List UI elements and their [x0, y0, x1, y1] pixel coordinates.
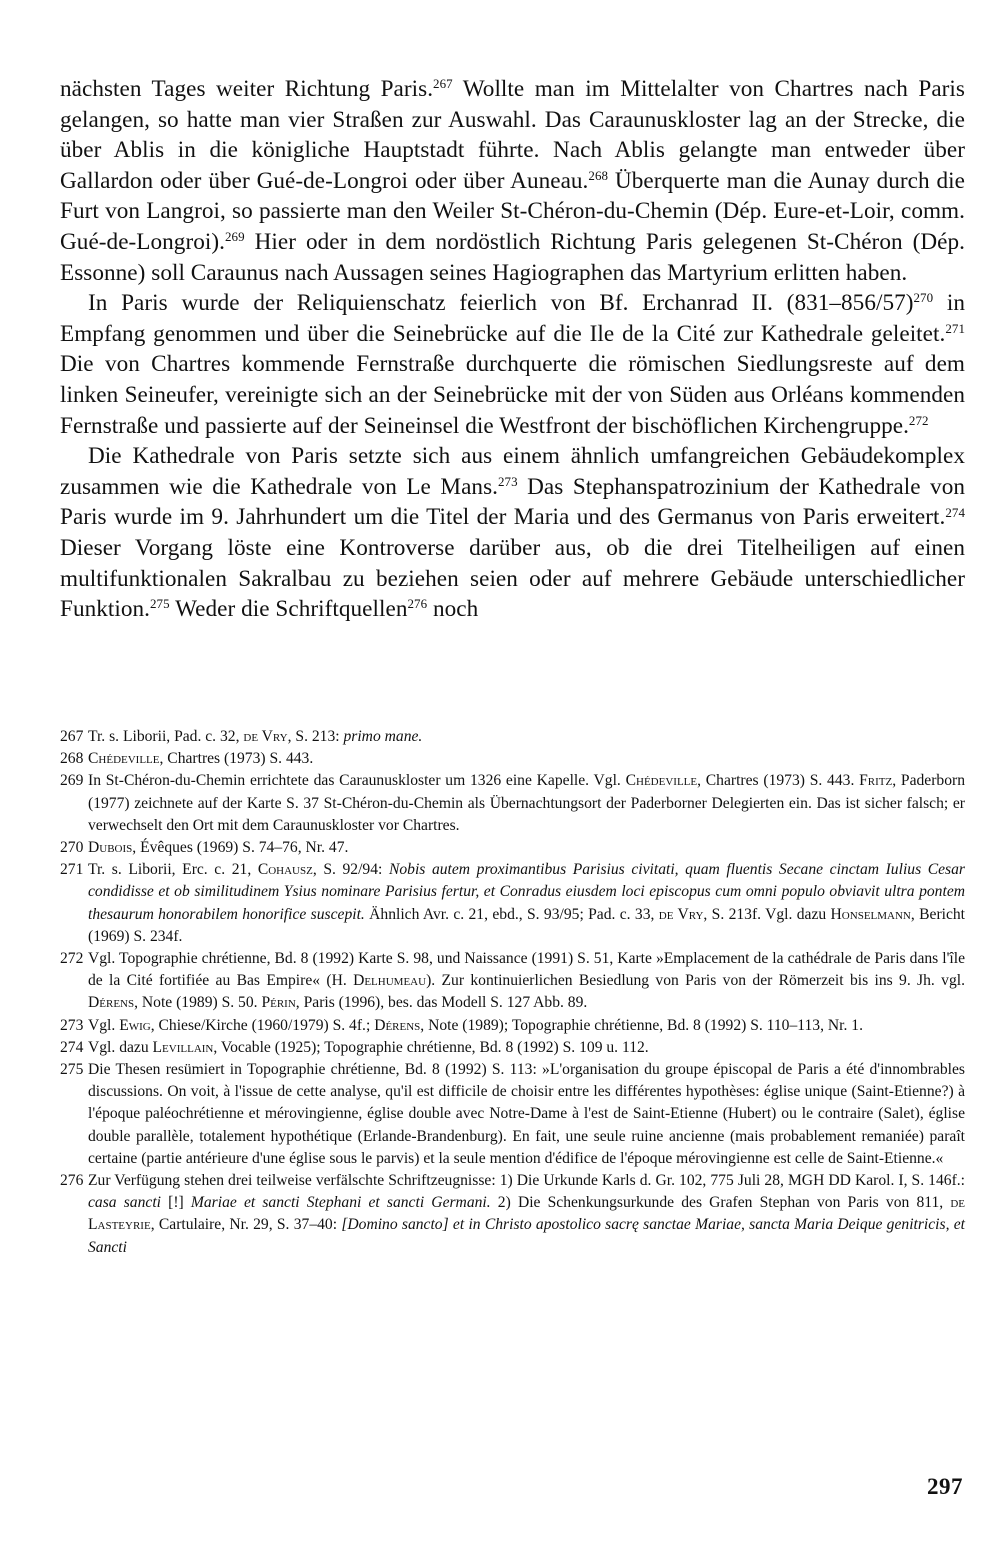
author-name: Honselmann: [830, 905, 911, 923]
text-run: , Paderborn (1977) zeichnete auf der Karte S. 37 St-Chéron-du-Chemin als Übernachtungsort der Paderborner Delegierten ein. Das ist sicher falsch; er verwechselt den Ort mit dem Caraunuskloster vor Chartres.: [88, 772, 966, 834]
footnote-271: [60, 859, 965, 948]
text-run: , Note (1989); Topographie chrétienne, Bd. 8 (1992) S. 110–113, Nr. 1.: [420, 1016, 863, 1034]
text-run: Vgl.: [88, 1016, 120, 1034]
text-run: nächsten Tages weiter Richtung Paris.: [60, 76, 434, 102]
author-name: Chédeville: [625, 772, 698, 790]
author-name: Levillain: [152, 1038, 214, 1056]
text-run: , Note (1989) S. 50.: [134, 994, 262, 1012]
text-run: Vgl. dazu: [88, 1038, 153, 1056]
text-run: Die Kathedrale von Paris setzte sich aus einem ähnlich umfangreichen Gebäudekomplex zusammen wie die Kathedrale von Le Mans.: [60, 443, 965, 500]
author-name: Dérens: [88, 994, 135, 1012]
text-run: 2) Die Schenkungsurkunde des Grafen Stephan von Paris von 811,: [490, 1194, 951, 1212]
footnote-number: 272: [60, 950, 84, 968]
latin-quote: Nobis autem proximantibus Parisius civitati, quam fluentis Secane cinctam Iulius Cesar condidisse et ob similitudinem Ysius nominare Parisius fertur, et Conradus eiusdem loci episcopus cum omni populo obviavit ultra pontem thesaurum honorabilem honorifice suscepit.: [88, 861, 965, 923]
text-run: In Paris wurde der Reliquienschatz feierlich von Bf. Erchanrad II. (831–856/57): [88, 290, 914, 317]
text-run: Überquerte man die Aunay durch die Furt von Langroi, so passierte man den Weiler St-Chéron-du-Chemin (Dép. Eure-et-Loir, comm. Gué-de-Longroi).: [60, 167, 965, 255]
footnote-number: 271: [60, 861, 84, 879]
footnote-ref[interactable]: 272: [908, 412, 929, 428]
footnote-ref[interactable]: 274: [945, 504, 965, 520]
text-run: Vgl. Topographie chrétienne, Bd. 8 (1992) Karte S. 98, und Naissance (1991) S. 51, Karte »Emplacement de la cathédrale de Paris dans l'île de la Cité fortifiée au Bas Empire« (H.: [88, 950, 965, 990]
text-run: , S. 213:: [287, 728, 344, 745]
footnote-273: [60, 1015, 965, 1037]
footnote-number: 270: [60, 839, 84, 857]
text-run: In St-Chéron-du-Chemin errichtete das Caraunuskloster um 1326 eine Kapelle. Vgl.: [88, 772, 626, 790]
footnote-ref[interactable]: 268: [588, 168, 609, 183]
footnote-274: [60, 1037, 965, 1059]
text-run: , Vocable (1925); Topographie chrétienne, Bd. 8 (1992) S. 109 u. 112.: [213, 1038, 649, 1056]
author-name: Fritz: [859, 772, 893, 790]
footnote-ref[interactable]: 267: [433, 76, 453, 92]
footnote-269: [60, 770, 965, 837]
text-run: , Chiese/Kirche (1960/1979) S. 4f.;: [150, 1016, 375, 1034]
text-run: Weder die Schriftquellen: [169, 596, 408, 623]
text-run: , Évêques (1969) S. 74–76, Nr. 47.: [132, 839, 349, 857]
footnote-ref[interactable]: 273: [497, 473, 518, 489]
text-run: Hier oder in dem nordöstlich Richtung Paris gelegenen St-Chéron (Dép. Essonne) soll Caraunus nach Aussagen seines Hagiographen das Martyrium erlitten haben.: [60, 228, 965, 286]
text-run: , Paris (1996), bes. das Modell S. 127 Abb. 89.: [295, 994, 588, 1012]
latin-quote: [Domino sancto] et in Christo apostolico sacrę sanctae Mariae, sancta Maria Deique genitricis, et Sancti: [88, 1216, 965, 1256]
latin-quote: primo mane.: [343, 728, 423, 745]
footnote-number: 267: [60, 728, 84, 745]
text-run: in Empfang genommen und über die Seinebrücke auf die Ile de la Cité zur Kathedrale geleitet.: [60, 290, 965, 347]
footnotes: [60, 726, 965, 1259]
author-name: de Lasteyrie: [88, 1194, 965, 1234]
footnote-ref[interactable]: 270: [913, 290, 934, 306]
footnote-268: [60, 748, 965, 770]
footnote-number: 269: [60, 772, 84, 790]
paragraph-1: [60, 74, 965, 288]
author-name: Dérens: [374, 1016, 421, 1034]
text-run: , Chartres (1973) S. 443.: [697, 772, 860, 790]
page-number: 297: [927, 1474, 963, 1499]
author-name: de Vry: [658, 905, 704, 923]
author-name: Dubois: [88, 839, 133, 857]
footnote-number: 268: [60, 750, 84, 768]
paragraph-2: [60, 288, 965, 441]
footnote-267: [60, 726, 965, 748]
text-run: Wollte man im Mittelalter von Chartres nach Paris gelangen, so hatte man vier Straßen zur Auswahl. Das Caraunuskloster lag an der Strecke, die über Ablis in die königliche Hauptstadt führte. Nach Ablis gelangte man entweder über Gallardon oder über Gué-de-Longroi oder über Auneau.: [60, 76, 965, 194]
text-run: , S. 213f. Vgl. dazu: [703, 905, 831, 923]
footnote-276: [60, 1170, 965, 1259]
text-run: ). Zur kontinuierlichen Besiedlung von Paris von der Römerzeit bis ins 9. Jh. vgl.: [426, 972, 965, 990]
author-name: Chédeville: [88, 750, 160, 768]
text-run: Die von Chartres kommende Fernstraße durchquerte die römischen Siedlungsreste auf dem linken Seineufer, vereinigte sich an der Seinebrücke mit der von Süden aus Orléans kommenden Fernstraße und passierte auf der Seineinsel die Westfront der bischöflichen Kirchengruppe.: [60, 351, 965, 439]
footnote-272: [60, 948, 965, 1015]
footnote-275: [60, 1059, 965, 1170]
latin-quote: Mariae et sancti Stephani et sancti Germani.: [190, 1194, 491, 1212]
footnote-number: 275: [60, 1061, 84, 1079]
author-name: Ewig: [119, 1016, 151, 1034]
footnote-ref[interactable]: 275: [150, 596, 170, 612]
text-run: Die Thesen resümiert in Topographie chrétienne, Bd. 8 (1992) S. 113: »L'organisation du groupe épiscopal de Paris a été d'innombrables discussions. On voit, à l'issue de cette analyse, qu'il est difficile de choisir entre les différentes hypothèses: église unique (Saint-Etienne?) à l'époque paléochrétienne et mérovingienne, église double avec Notre-Dame à l'est de Saint-Etienne (Hubert) ou le contraire (Salet), église double parallèle, totalement hypothétique (Erlande-Brandenburg). En fait, une seule ruine ancienne (mais probablement remaniée) paraît certaine (partie antérieure d'une église sous le parvis) et la seule mention d'édifice de l'époque mérovingienne est celle de Saint-Etienne.«: [88, 1061, 965, 1167]
text-run: , S. 92/94:: [312, 861, 389, 879]
text-run: noch: [427, 596, 479, 623]
text-run: Das Stephanspatrozinium der Kathedrale von Paris wurde im 9. Jahrhundert um die Titel der Maria und des Germanus von Paris erweitert.: [60, 473, 965, 531]
footnote-ref[interactable]: 271: [945, 320, 965, 336]
author-name: Périn: [261, 994, 296, 1012]
text-run: Zur Verfügung stehen drei teilweise verfälschte Schriftzeugnisse: 1) Die Urkunde Karls d. Gr. 102, 775 Juli 28, MGH DD Karol. I, S. 146f.:: [88, 1172, 965, 1190]
text-run: [!]: [161, 1194, 191, 1212]
text-run: Tr. s. Liborii, Erc. c. 21,: [88, 861, 258, 879]
latin-quote: casa sancti: [88, 1194, 161, 1212]
footnote-number: 273: [60, 1016, 84, 1034]
paragraph-3: [60, 441, 965, 625]
text-run: Dieser Vorgang löste eine Kontroverse darüber aus, ob die drei Titelheiligen auf einen multifunktionalen Sakralbau zu beziehen seien oder auf mehrere Gebäude unterschiedlicher Funktion.: [60, 534, 965, 623]
text-run: , Cartulaire, Nr. 29, S. 37–40:: [150, 1216, 342, 1234]
text-run: Ähnlich Avr. c. 21, ebd., S. 93/95; Pad. c. 33,: [364, 905, 659, 923]
author-name: Delhumeau: [353, 972, 427, 990]
footnote-ref[interactable]: 276: [407, 596, 428, 612]
main-text: [60, 74, 965, 625]
footnote-ref[interactable]: 269: [224, 229, 245, 245]
footnote-number: 276: [60, 1172, 84, 1190]
text-run: Tr. s. Liborii, Pad. c. 32,: [88, 728, 244, 745]
text-run: , Bericht (1969) S. 234f.: [88, 905, 966, 945]
text-run: , Chartres (1973) S. 443.: [159, 750, 314, 768]
author-name: Cohausz: [257, 861, 313, 879]
author-name: de Vry: [243, 728, 288, 745]
footnote-number: 274: [60, 1038, 84, 1056]
footnote-270: [60, 837, 965, 859]
